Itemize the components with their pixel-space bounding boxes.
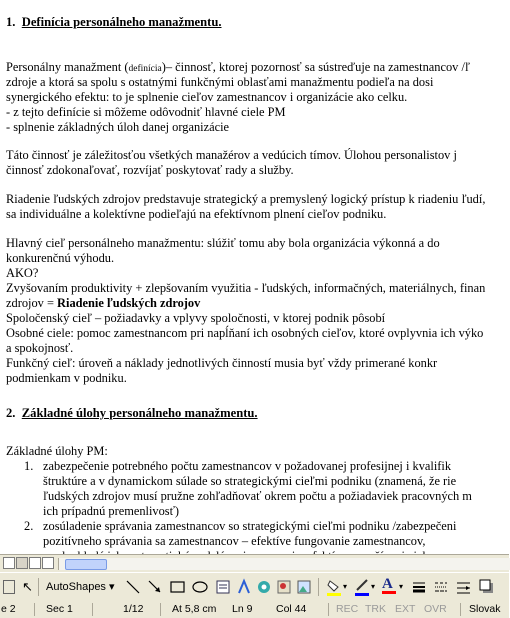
paragraph-line: činnosť zdokonaľovať, rozvíjať poskytovať rady a služby. [6,163,294,177]
status-section: Sec 1 [46,603,73,615]
print-layout-view-icon[interactable] [29,557,41,569]
paragraph-line: zdroje a ktorá sa spolu s ostatnými funkčnými oblasťami manažmentu podieľa na dosi [6,75,434,89]
status-column: Col 44 [276,603,307,615]
dropdown-arrow-icon: ▾ [109,581,115,593]
line-style-icon[interactable] [411,578,427,594]
status-page: e 2 [1,603,16,615]
arrow-style-icon[interactable] [455,578,473,594]
select-objects-icon[interactable] [3,580,15,594]
heading-2-number: 2. [6,406,16,420]
arrow-tool-icon[interactable] [147,578,163,594]
web-layout-view-icon[interactable] [16,557,28,569]
dropdown-arrow-icon[interactable]: ▾ [371,582,376,591]
heading-2 [6,406,258,420]
list-item-line: ľudských zdrojov musí pružne zohľadňovať okrem počtu a požiadaviek pracovných m [43,489,472,503]
paragraph-line: Osobné ciele: pomoc zamestnancom pri napĺňaní ich osobných cieľov, ktoré ovplyvnia ich výko [6,326,484,340]
cursor-arrow-icon[interactable]: ↖ [22,579,33,594]
small-text: definícia [128,64,162,74]
insert-picture-icon[interactable] [296,578,312,594]
paragraph-line: Zvyšovaním produktivity + zlepšovaním využitia - ľudských, informačných, materiálnych, finan [6,281,486,295]
wordart-icon[interactable] [236,578,252,594]
status-ovr[interactable]: OVR [424,603,447,615]
outline-view-icon[interactable] [42,557,54,569]
dash-style-icon[interactable] [433,578,449,594]
heading-1-number: 1. [6,15,16,29]
list-item-line: štruktúre a v dynamickom súlade so strategickými cieľmi podniku (znamená, že rie [43,474,457,488]
diagram-icon[interactable] [256,578,272,594]
heading-2-text: Základné úlohy personálneho manažmentu. [21,406,258,420]
paragraph-line: konkurenčnú výhodu. [6,251,115,265]
paragraph-line: Hlavný cieľ personálneho manažmentu: slúžiť tomu aby bola organizácia výkonná a do [6,236,440,250]
paragraph-line: AKO? [6,266,39,280]
status-line: Ln 9 [232,603,253,615]
list-number: 2. [24,519,34,533]
paragraph-line: sa individuálne a kolektívne podieľajú na efektívnom plnení cieľov podniku. [6,207,387,221]
line-tool-icon[interactable] [125,578,141,594]
status-trk[interactable]: TRK [365,603,386,615]
oval-tool-icon[interactable] [191,578,209,594]
bullet-item: - z tejto definície si môžeme odôvodniť hlavné ciele PM [6,105,286,119]
list-item-line: pozitívneho správania sa zamestnancov – efektíve fungovanie zamestnancov, [43,534,426,548]
paragraph-line: Spoločenský cieľ – požiadavky a vplyvy spoločnosti, v ktorej podnik pôsobí [6,311,386,325]
paragraph-line: a spokojnosť. [6,341,74,355]
horizontal-scrollbar[interactable] [58,558,510,570]
heading-1-text: Definícia personálneho manažmentu. [21,15,222,29]
status-position: At 5,8 cm [172,603,217,615]
list-number: 1. [24,459,34,473]
heading-1 [6,15,222,29]
line-color-icon[interactable] [354,577,370,593]
scrollbar-thumb[interactable] [65,559,107,570]
bold-text: Riadenie ľudských zdrojov [57,296,201,310]
shadow-style-icon[interactable] [478,578,496,594]
paragraph-line: Personálny manažment (definícia)– činnosť, ktorej pozornosť sa sústreďuje na zamestnancov /ľ [6,60,470,74]
list-item-line: zosúladenie správania zamestnancov so strategickými cieľmi podniku /zabezpečeni [43,519,457,533]
paragraph-line: Základné úlohy PM: [6,444,108,458]
list-item-line: zabezpečenie potrebného počtu zamestnancov v požadovanej profesijnej i kvalifik [43,459,452,473]
fill-color-icon[interactable] [326,577,342,593]
paragraph-line: synergického efektu: to je splnenie cieľov zamestnancov i organizácie ako celku. [6,90,408,104]
paragraph-line: zdrojov = Riadenie ľudských zdrojov [6,296,201,310]
drawing-toolbar [0,572,509,602]
rectangle-tool-icon[interactable] [169,578,187,594]
paragraph-line: Funkčný cieľ: úroveň a náklady jednotlivých činností musia byť vždy primerané konkr [6,356,438,370]
status-bar [0,601,509,618]
bullet-item: - splnenie základných úloh danej organizácie [6,120,230,134]
autoshapes-label: AutoShapes [46,581,106,593]
paragraph-line: Táto činnosť je záležitosťou všetkých manažérov a vedúcich tímov. Úlohou personalistov j [6,148,457,162]
font-color-icon[interactable]: A [382,576,396,592]
status-ext[interactable]: EXT [395,603,416,615]
status-rec[interactable]: REC [336,603,359,615]
dropdown-arrow-icon[interactable]: ▾ [399,582,404,591]
text-box-icon[interactable] [215,578,231,594]
status-page-of: 1/12 [123,603,144,615]
paragraph-line: podmienkam v podniku. [6,371,127,385]
normal-view-icon[interactable] [3,557,15,569]
status-language: Slovak [469,603,501,615]
paragraph-line: Riadenie ľudských zdrojov predstavuje strategický a premyslený logický prístup k riadeniu ľudí, [6,192,486,206]
autoshapes-menu[interactable] [46,579,115,595]
dropdown-arrow-icon[interactable]: ▾ [343,582,348,591]
list-item-line: ich prípadnú premenlivosť) [43,504,180,518]
clip-art-icon[interactable] [276,578,292,594]
view-buttons-bar [0,554,509,572]
